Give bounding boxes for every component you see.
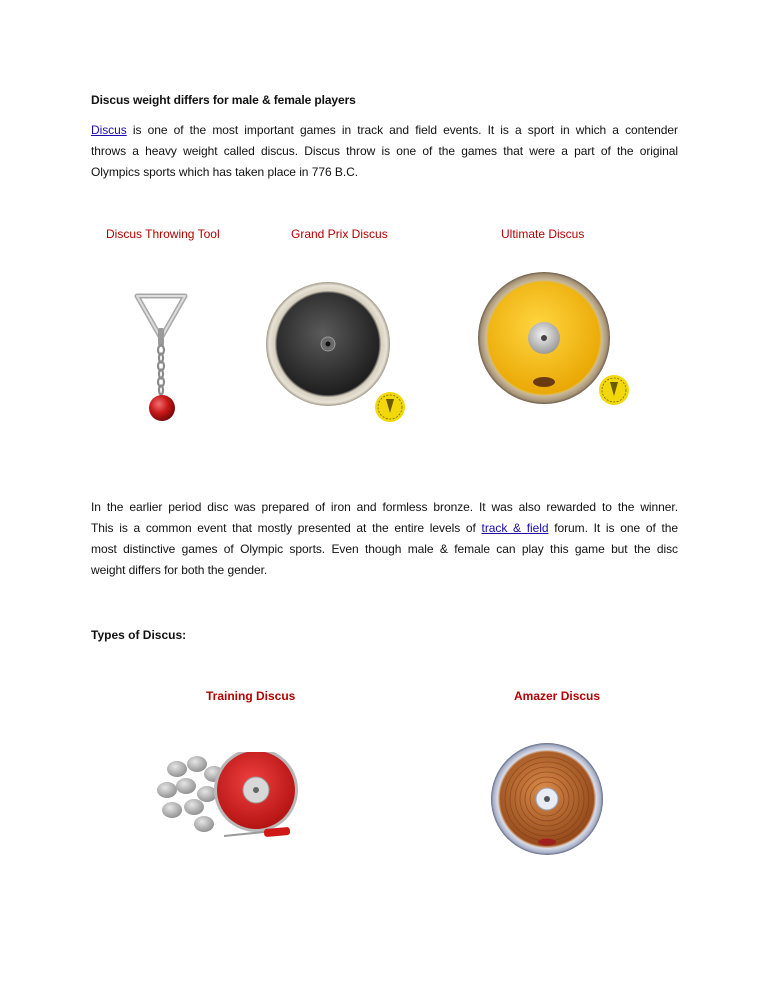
discus-link[interactable]: Discus — [91, 123, 127, 137]
history-line-2-start: This is a common event that mostly presented at the entire levels of — [91, 521, 482, 535]
chain — [158, 346, 164, 395]
intro-paragraph — [91, 120, 678, 183]
amazer-discus-image — [490, 742, 604, 856]
intro-line-1-text: is one of the most important games in track and field events. It is a sport in which a contender — [126, 123, 678, 137]
caption-ultimate-discus: Ultimate Discus — [501, 227, 585, 241]
grand-prix-discus-image — [262, 280, 412, 425]
intro-line-2: throws a heavy weight called discus. Discus throw is one of the games that were a part of the original — [91, 144, 678, 158]
discus-throwing-tool-image — [125, 290, 195, 426]
history-line-2-end: forum. It is one of the — [548, 521, 678, 535]
history-line-3: most distinctive games of Olympic sports. Even though male & female can play this game but the disc — [91, 542, 678, 556]
history-line-4: weight differs for both the gender. — [91, 563, 268, 577]
caption-training-discus: Training Discus — [206, 689, 296, 703]
history-line-1: In the earlier period disc was prepared of iron and formless bronze. It was also rewarded to the winner. — [91, 500, 678, 514]
caption-discus-throwing-tool: Discus Throwing Tool — [106, 227, 220, 241]
intro-line-3: Olympics sports which has taken place in 776 B.C. — [91, 165, 359, 179]
training-discus-image — [152, 752, 322, 852]
ultimate-discus-image — [474, 272, 634, 412]
certified-badge — [599, 375, 629, 405]
caption-grand-prix-discus: Grand Prix Discus — [291, 227, 388, 241]
types-heading: Types of Discus: — [91, 628, 187, 642]
certified-badge — [375, 392, 405, 422]
page-heading: Discus weight differs for male & female players — [91, 93, 356, 107]
history-line-2 — [91, 518, 678, 539]
track-field-link[interactable]: track & field — [481, 521, 549, 535]
hammer-ball — [149, 395, 175, 421]
caption-amazer-discus: Amazer Discus — [514, 689, 601, 703]
swivel — [158, 328, 164, 346]
history-paragraph — [91, 497, 678, 581]
intro-line-1 — [91, 120, 678, 141]
weight-plugs — [157, 756, 224, 832]
